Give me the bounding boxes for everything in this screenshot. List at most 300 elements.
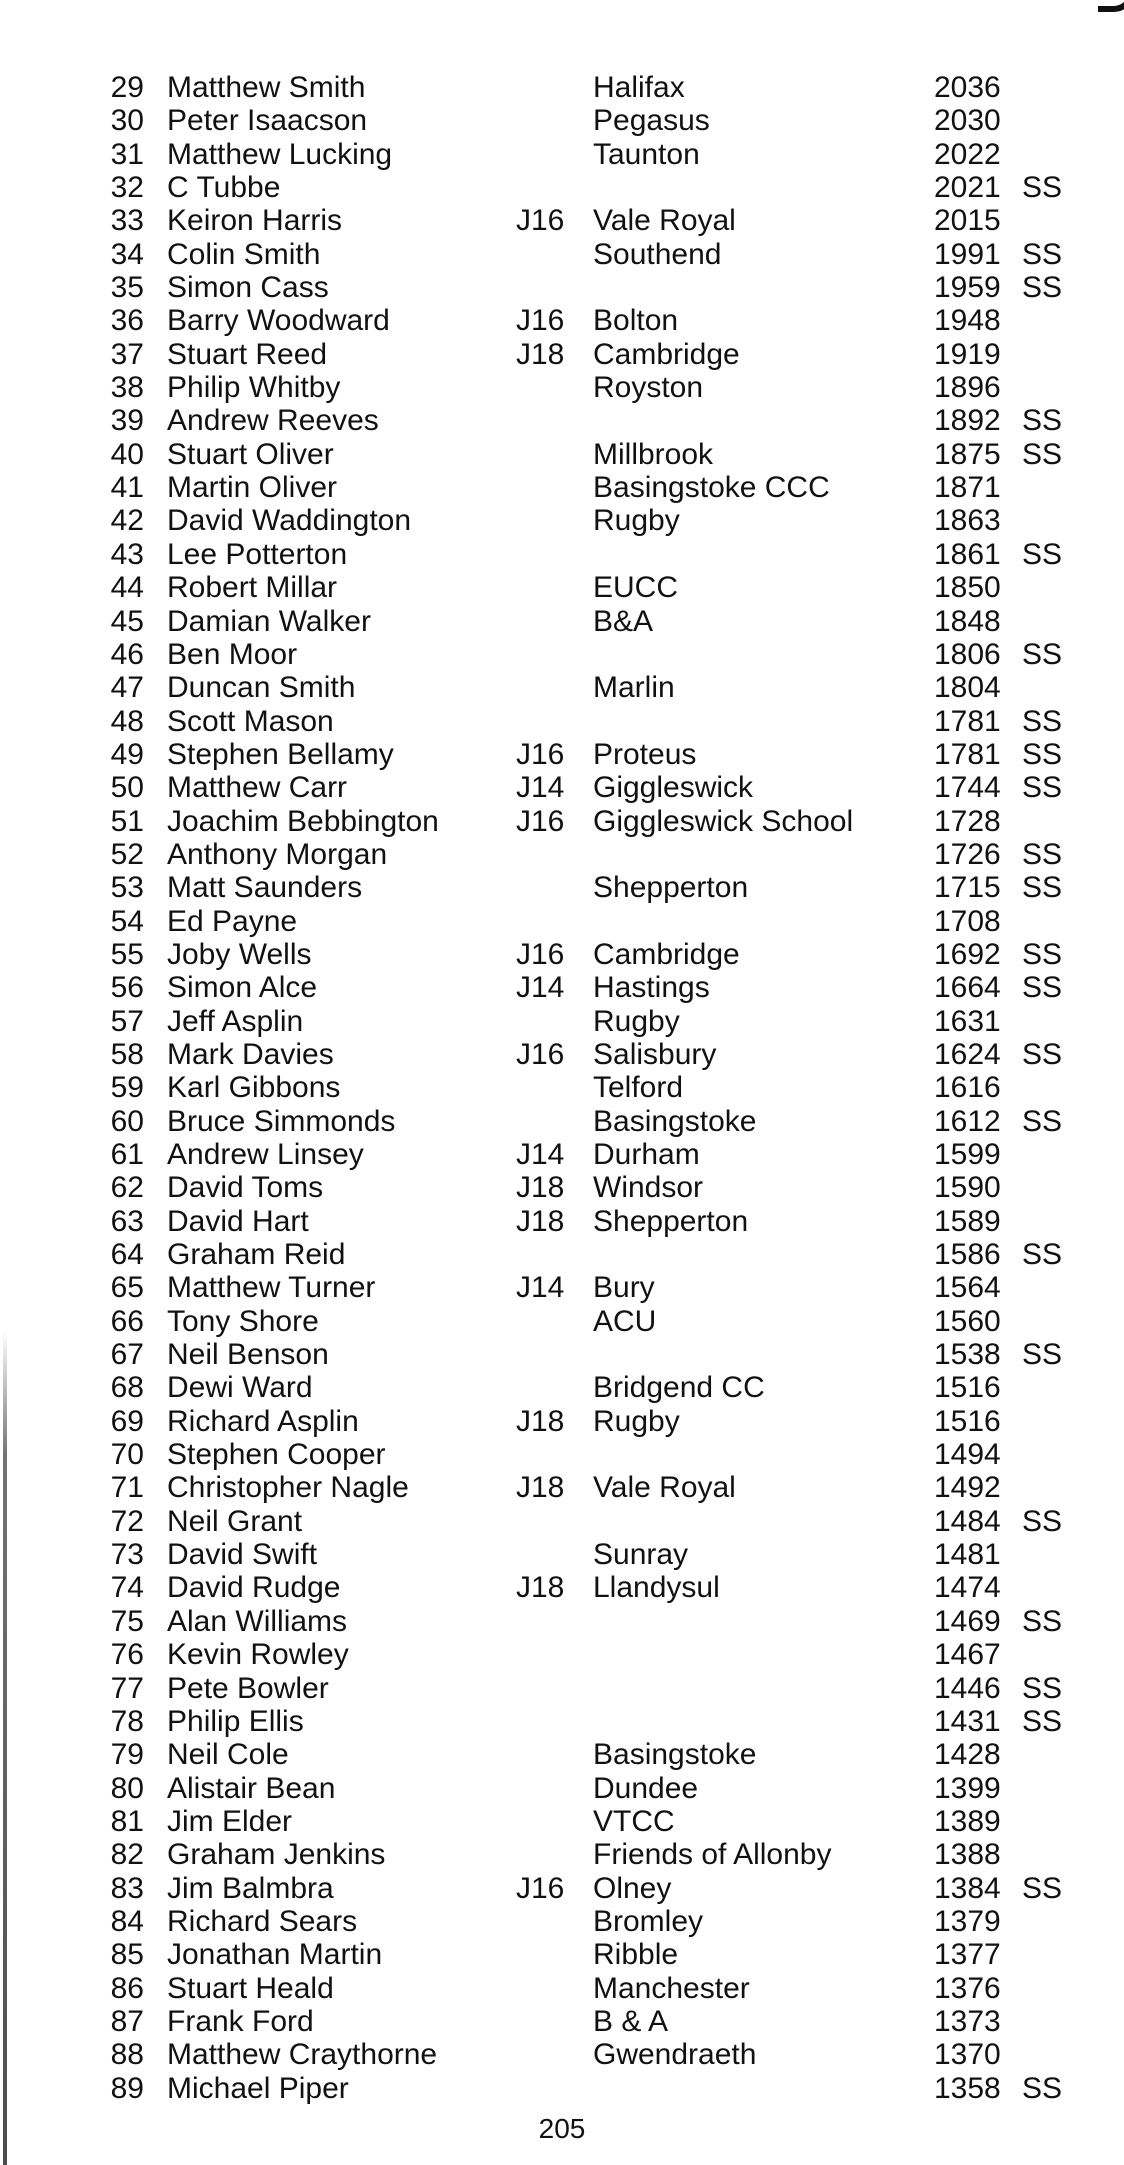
table-row	[0, 971, 1124, 1004]
row-name: Neil Benson	[167, 1338, 329, 1372]
row-rank: 37	[110, 337, 144, 371]
row-club: Olney	[593, 1871, 672, 1905]
row-rating: 1728	[934, 804, 1001, 838]
row-name: Simon Alce	[167, 971, 318, 1005]
row-ss: SS	[1022, 637, 1063, 671]
row-junior: J16	[516, 1037, 565, 1071]
row-name: Richard Sears	[167, 1904, 358, 1938]
table-row	[0, 371, 1124, 404]
row-rating: 1692	[934, 937, 1001, 971]
row-rating: 1871	[934, 471, 1001, 505]
table-row	[0, 1005, 1124, 1038]
row-rating: 1804	[934, 671, 1001, 705]
row-junior: J14	[516, 1271, 565, 1305]
row-rating: 1589	[934, 1204, 1001, 1238]
row-rating: 1446	[934, 1671, 1001, 1705]
row-club: Friends of Allonby	[593, 1838, 832, 1872]
row-rank: 80	[110, 1771, 144, 1805]
row-name: Stephen Bellamy	[167, 737, 394, 771]
row-rating: 2015	[934, 204, 1001, 238]
row-rank: 62	[110, 1171, 144, 1205]
row-name: Alan Williams	[167, 1604, 348, 1638]
row-club: Dundee	[593, 1771, 699, 1805]
row-ss: SS	[1022, 2071, 1063, 2105]
row-club: Bridgend CC	[593, 1371, 765, 1405]
row-rank: 34	[110, 237, 144, 271]
row-rank: 33	[110, 204, 144, 238]
table-row	[0, 1338, 1124, 1371]
row-club: B&A	[593, 604, 654, 638]
row-name: Christopher Nagle	[167, 1471, 409, 1505]
row-name: Matthew Lucking	[167, 137, 393, 171]
row-junior: J16	[516, 737, 565, 771]
table-row	[0, 1872, 1124, 1905]
row-rank: 74	[110, 1571, 144, 1605]
row-rank: 32	[110, 171, 144, 205]
row-name: Philip Ellis	[167, 1704, 304, 1738]
row-name: Simon Cass	[167, 271, 329, 305]
row-club: Basingstoke	[593, 1104, 757, 1138]
row-rating: 1919	[934, 337, 1001, 371]
row-rank: 78	[110, 1704, 144, 1738]
row-ss: SS	[1022, 1871, 1063, 1905]
row-name: Lee Potterton	[167, 537, 348, 571]
row-rank: 58	[110, 1037, 144, 1071]
table-row	[0, 1271, 1124, 1304]
row-junior: J16	[516, 804, 565, 838]
row-name: Matthew Carr	[167, 771, 348, 805]
row-club: Salisbury	[593, 1037, 717, 1071]
row-club: Rugby	[593, 504, 680, 538]
row-rating: 1590	[934, 1171, 1001, 1205]
table-row	[0, 1638, 1124, 1671]
table-row	[0, 805, 1124, 838]
row-name: Alistair Bean	[167, 1771, 336, 1805]
row-rating: 1848	[934, 604, 1001, 638]
row-rank: 68	[110, 1371, 144, 1405]
row-club: Halifax	[593, 71, 685, 104]
row-rank: 49	[110, 737, 144, 771]
table-row	[0, 2005, 1124, 2038]
row-club: Bury	[593, 1271, 655, 1305]
row-junior: J18	[516, 1571, 565, 1605]
row-junior: J16	[516, 1871, 565, 1905]
row-ss: SS	[1022, 1504, 1063, 1538]
table-row	[0, 1305, 1124, 1338]
table-row	[0, 1772, 1124, 1805]
row-junior: J18	[516, 337, 565, 371]
row-rating: 1560	[934, 1304, 1001, 1338]
row-name: Colin Smith	[167, 237, 321, 271]
row-name: Peter Isaacson	[167, 104, 368, 138]
row-junior: J14	[516, 971, 565, 1005]
table-row	[0, 1938, 1124, 1971]
table-row	[0, 238, 1124, 271]
row-rating: 1377	[934, 1938, 1001, 1972]
row-ss: SS	[1022, 171, 1063, 205]
row-rating: 1631	[934, 1004, 1001, 1038]
row-name: Andrew Linsey	[167, 1138, 364, 1171]
row-club: EUCC	[593, 571, 679, 605]
page-corner-shadow	[1098, 0, 1124, 12]
row-club: Royston	[593, 371, 704, 405]
table-row	[0, 571, 1124, 604]
row-name: Stephen Cooper	[167, 1438, 386, 1472]
table-row	[0, 304, 1124, 337]
row-club: Shepperton	[593, 1204, 749, 1238]
table-row	[0, 171, 1124, 204]
row-rating: 1726	[934, 837, 1001, 871]
row-ss: SS	[1022, 1671, 1063, 1705]
row-name: Neil Cole	[167, 1738, 289, 1772]
table-row	[0, 871, 1124, 904]
row-club: Sunray	[593, 1538, 689, 1572]
row-rank: 53	[110, 871, 144, 905]
row-name: Duncan Smith	[167, 671, 356, 705]
table-row	[0, 1838, 1124, 1871]
row-junior: J16	[516, 304, 565, 338]
row-club: Basingstoke	[593, 1738, 757, 1772]
table-row	[0, 1605, 1124, 1638]
row-ss: SS	[1022, 837, 1063, 871]
row-rating: 1896	[934, 371, 1001, 405]
row-club: Bromley	[593, 1904, 704, 1938]
row-rating: 1492	[934, 1471, 1001, 1505]
row-name: Frank Ford	[167, 2004, 314, 2038]
row-rating: 1384	[934, 1871, 1001, 1905]
row-rank: 29	[110, 71, 144, 104]
row-name: Richard Asplin	[167, 1404, 359, 1438]
row-rank: 88	[110, 2038, 144, 2072]
row-rank: 44	[110, 571, 144, 605]
row-rating: 1664	[934, 971, 1001, 1005]
row-rating: 1948	[934, 304, 1001, 338]
row-rating: 1715	[934, 871, 1001, 905]
row-rating: 1358	[934, 2071, 1001, 2105]
row-rank: 38	[110, 371, 144, 405]
table-row	[0, 471, 1124, 504]
table-row	[0, 1105, 1124, 1138]
row-name: Andrew Reeves	[167, 404, 379, 438]
table-row	[0, 771, 1124, 804]
row-name: Graham Jenkins	[167, 1838, 386, 1872]
row-rank: 85	[110, 1938, 144, 1972]
row-name: David Rudge	[167, 1571, 341, 1605]
table-row	[0, 2038, 1124, 2071]
row-club: Ribble	[593, 1938, 679, 1972]
row-club: Taunton	[593, 137, 700, 171]
row-rating: 1599	[934, 1138, 1001, 1171]
row-name: Joby Wells	[167, 937, 312, 971]
row-name: Ed Payne	[167, 904, 298, 938]
row-rating: 1399	[934, 1771, 1001, 1805]
table-row	[0, 271, 1124, 304]
row-ss: SS	[1022, 1104, 1063, 1138]
row-rank: 36	[110, 304, 144, 338]
row-rank: 59	[110, 1071, 144, 1105]
row-rating: 1564	[934, 1271, 1001, 1305]
table-row	[0, 671, 1124, 704]
table-row	[0, 938, 1124, 971]
row-rank: 57	[110, 1004, 144, 1038]
row-junior: J18	[516, 1204, 565, 1238]
row-club: B & A	[593, 2004, 669, 2038]
row-rank: 76	[110, 1638, 144, 1672]
row-rank: 70	[110, 1438, 144, 1472]
row-rank: 41	[110, 471, 144, 505]
row-rating: 1469	[934, 1604, 1001, 1638]
row-rating: 2030	[934, 104, 1001, 138]
table-row	[0, 204, 1124, 237]
row-name: Mark Davies	[167, 1037, 334, 1071]
row-name: Jim Balmbra	[167, 1871, 334, 1905]
row-junior: J16	[516, 204, 565, 238]
row-junior: J16	[516, 937, 565, 971]
row-rank: 84	[110, 1904, 144, 1938]
table-row	[0, 1438, 1124, 1471]
row-rating: 1863	[934, 504, 1001, 538]
row-rank: 82	[110, 1838, 144, 1872]
row-rank: 66	[110, 1304, 144, 1338]
row-name: Jonathan Martin	[167, 1938, 383, 1972]
row-rating: 2036	[934, 71, 1001, 104]
row-rank: 67	[110, 1338, 144, 1372]
row-rank: 54	[110, 904, 144, 938]
table-row	[0, 1705, 1124, 1738]
row-rating: 1991	[934, 237, 1001, 271]
row-rating: 1744	[934, 771, 1001, 805]
table-row	[0, 1238, 1124, 1271]
table-row	[0, 338, 1124, 371]
row-name: Dewi Ward	[167, 1371, 313, 1405]
row-rank: 56	[110, 971, 144, 1005]
row-rating: 1612	[934, 1104, 1001, 1138]
row-junior: J18	[516, 1404, 565, 1438]
row-club: Marlin	[593, 671, 675, 705]
row-name: David Toms	[167, 1171, 324, 1205]
row-name: Philip Whitby	[167, 371, 341, 405]
row-rating: 2022	[934, 137, 1001, 171]
row-rating: 1389	[934, 1804, 1001, 1838]
row-rating: 1388	[934, 1838, 1001, 1872]
row-rank: 42	[110, 504, 144, 538]
row-rank: 79	[110, 1738, 144, 1772]
row-name: Pete Bowler	[167, 1671, 329, 1705]
row-rating: 1467	[934, 1638, 1001, 1672]
table-row	[0, 1371, 1124, 1404]
row-club: Giggleswick	[593, 771, 754, 805]
row-junior: J14	[516, 1138, 565, 1171]
table-row	[0, 705, 1124, 738]
row-rank: 81	[110, 1804, 144, 1838]
row-rank: 46	[110, 637, 144, 671]
row-ss: SS	[1022, 1338, 1063, 1372]
row-ss: SS	[1022, 937, 1063, 971]
row-rank: 86	[110, 1971, 144, 2005]
row-name: Tony Shore	[167, 1304, 319, 1338]
row-name: Jeff Asplin	[167, 1004, 304, 1038]
row-rating: 1516	[934, 1404, 1001, 1438]
row-rating: 1781	[934, 737, 1001, 771]
table-row	[0, 2072, 1124, 2105]
row-rating: 1806	[934, 637, 1001, 671]
table-row	[0, 1405, 1124, 1438]
row-ss: SS	[1022, 237, 1063, 271]
row-rank: 40	[110, 437, 144, 471]
row-rank: 55	[110, 937, 144, 971]
row-club: Pegasus	[593, 104, 710, 138]
row-club: Millbrook	[593, 437, 714, 471]
row-rank: 43	[110, 537, 144, 571]
row-name: Neil Grant	[167, 1504, 303, 1538]
row-rank: 77	[110, 1671, 144, 1705]
row-rank: 75	[110, 1604, 144, 1638]
row-club: Cambridge	[593, 337, 740, 371]
row-name: David Swift	[167, 1538, 318, 1572]
row-rank: 31	[110, 137, 144, 171]
row-club: Proteus	[593, 737, 697, 771]
table-row	[0, 1471, 1124, 1504]
row-ss: SS	[1022, 771, 1063, 805]
row-ss: SS	[1022, 1704, 1063, 1738]
table-row	[0, 1571, 1124, 1604]
row-name: Kevin Rowley	[167, 1638, 349, 1672]
row-ss: SS	[1022, 1037, 1063, 1071]
row-rank: 51	[110, 804, 144, 838]
row-club: VTCC	[593, 1804, 675, 1838]
row-name: Robert Millar	[167, 571, 338, 605]
row-ss: SS	[1022, 737, 1063, 771]
row-ss: SS	[1022, 971, 1063, 1005]
row-name: Jim Elder	[167, 1804, 293, 1838]
table-row	[0, 1038, 1124, 1071]
row-club: Giggleswick School	[593, 804, 854, 838]
table-row	[0, 1171, 1124, 1204]
table-row	[0, 1672, 1124, 1705]
row-club: Hastings	[593, 971, 710, 1005]
row-name: Stuart Heald	[167, 1971, 334, 2005]
row-rating: 1376	[934, 1971, 1001, 2005]
row-club: Windsor	[593, 1171, 704, 1205]
row-ss: SS	[1022, 537, 1063, 571]
row-rank: 30	[110, 104, 144, 138]
row-rating: 1474	[934, 1571, 1001, 1605]
row-rating: 1428	[934, 1738, 1001, 1772]
table-row	[0, 1505, 1124, 1538]
row-name: C Tubbe	[167, 171, 281, 205]
table-row	[0, 138, 1124, 171]
row-rating: 1875	[934, 437, 1001, 471]
row-name: Matthew Smith	[167, 71, 366, 104]
row-name: Joachim Bebbington	[167, 804, 439, 838]
row-junior: J18	[516, 1171, 565, 1205]
row-club: Basingstoke CCC	[593, 471, 830, 505]
row-name: Stuart Oliver	[167, 437, 334, 471]
table-row	[0, 1071, 1124, 1104]
row-club: Vale Royal	[593, 204, 736, 238]
row-rating: 1516	[934, 1371, 1001, 1405]
row-rank: 71	[110, 1471, 144, 1505]
row-club: Southend	[593, 237, 722, 271]
row-name: David Waddington	[167, 504, 412, 538]
row-rating: 2021	[934, 171, 1001, 205]
row-name: Keiron Harris	[167, 204, 343, 238]
row-rank: 48	[110, 704, 144, 738]
row-club: Vale Royal	[593, 1471, 736, 1505]
row-club: Durham	[593, 1138, 700, 1171]
table-row	[0, 104, 1124, 137]
row-name: Michael Piper	[167, 2071, 349, 2105]
row-club: Rugby	[593, 1404, 680, 1438]
row-rank: 83	[110, 1871, 144, 1905]
table-row	[0, 1905, 1124, 1938]
table-row	[0, 1205, 1124, 1238]
table-row	[0, 838, 1124, 871]
row-rank: 64	[110, 1238, 144, 1272]
row-rank: 45	[110, 604, 144, 638]
row-rating: 1708	[934, 904, 1001, 938]
row-rating: 1861	[934, 537, 1001, 571]
table-row	[0, 638, 1124, 671]
row-club: Llandysul	[593, 1571, 720, 1605]
row-club: Rugby	[593, 1004, 680, 1038]
row-junior: J14	[516, 771, 565, 805]
row-rank: 39	[110, 404, 144, 438]
row-rank: 63	[110, 1204, 144, 1238]
row-ss: SS	[1022, 271, 1063, 305]
row-ss: SS	[1022, 1238, 1063, 1272]
row-rating: 1781	[934, 704, 1001, 738]
ranking-table	[0, 71, 1124, 2105]
row-junior: J18	[516, 1471, 565, 1505]
page-number: 205	[538, 2113, 586, 2144]
row-rating: 1624	[934, 1037, 1001, 1071]
row-rating: 1959	[934, 271, 1001, 305]
row-rank: 50	[110, 771, 144, 805]
row-name: Stuart Reed	[167, 337, 328, 371]
row-rating: 1616	[934, 1071, 1001, 1105]
table-row	[0, 905, 1124, 938]
row-rank: 61	[110, 1138, 144, 1171]
row-rating: 1431	[934, 1704, 1001, 1738]
row-club: ACU	[593, 1304, 657, 1338]
table-row	[0, 71, 1124, 104]
row-rank: 47	[110, 671, 144, 705]
row-name: David Hart	[167, 1204, 309, 1238]
row-rank: 89	[110, 2071, 144, 2105]
row-ss: SS	[1022, 871, 1063, 905]
row-name: Scott Mason	[167, 704, 334, 738]
row-rank: 52	[110, 837, 144, 871]
table-row	[0, 1738, 1124, 1771]
row-rank: 73	[110, 1538, 144, 1572]
row-name: Barry Woodward	[167, 304, 390, 338]
row-club: Cambridge	[593, 937, 740, 971]
row-name: Bruce Simmonds	[167, 1104, 396, 1138]
row-name: Matthew Craythorne	[167, 2038, 438, 2072]
table-row	[0, 1972, 1124, 2005]
row-club: Gwendraeth	[593, 2038, 757, 2072]
row-name: Matthew Turner	[167, 1271, 376, 1305]
row-name: Anthony Morgan	[167, 837, 388, 871]
table-row	[0, 438, 1124, 471]
table-row	[0, 504, 1124, 537]
table-row	[0, 1538, 1124, 1571]
table-row	[0, 1138, 1124, 1171]
row-rating: 1481	[934, 1538, 1001, 1572]
table-row	[0, 404, 1124, 437]
row-club: Bolton	[593, 304, 679, 338]
